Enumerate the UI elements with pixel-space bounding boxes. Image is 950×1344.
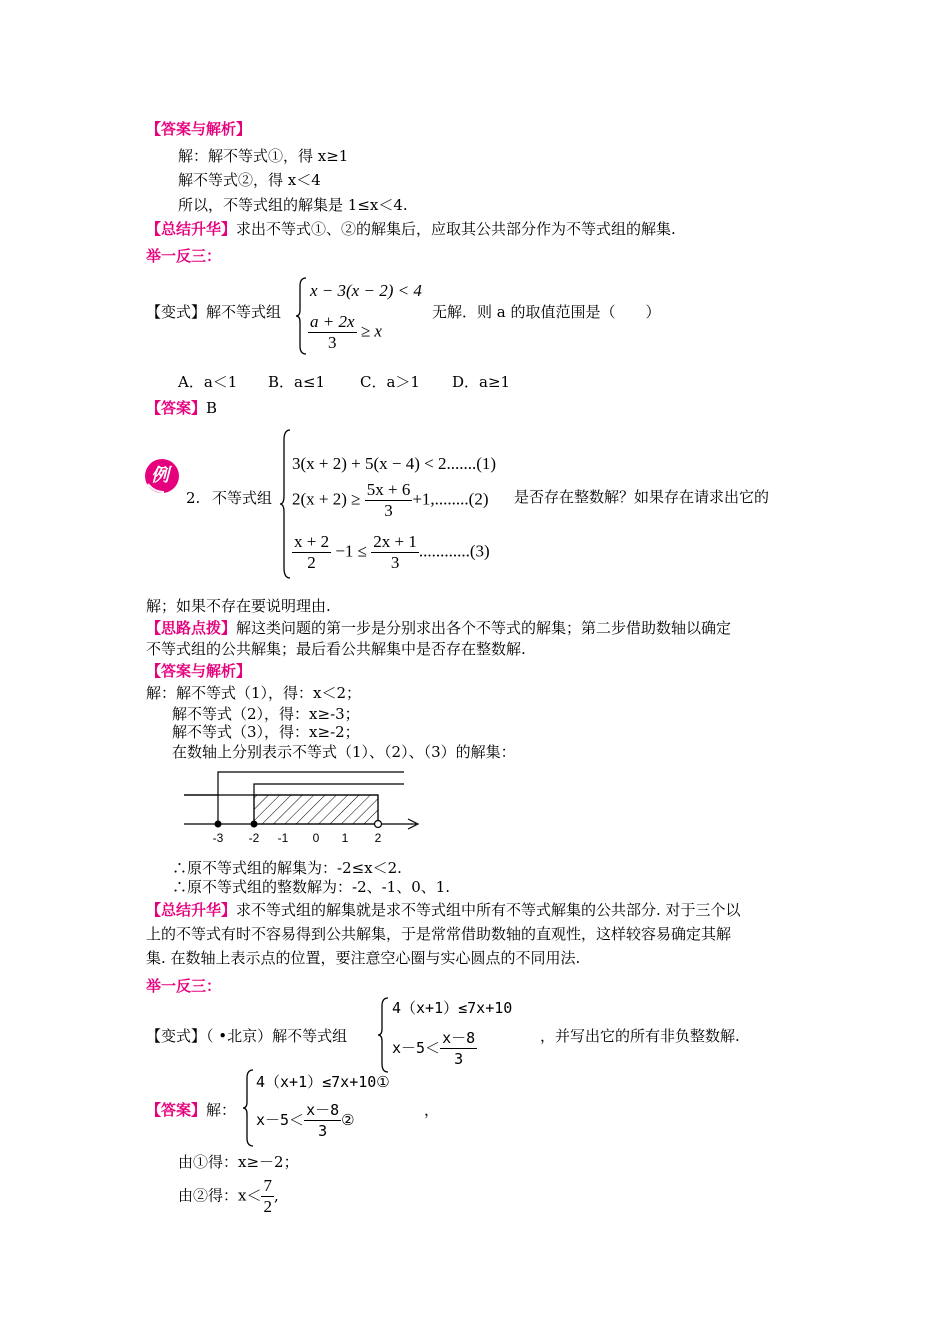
summary-tag: 【总结升华】 [146, 220, 237, 238]
example2-eq1: 3(x + 2) + 5(x − 4) < 2.......(1) [292, 454, 497, 473]
variant2-label [146, 1026, 347, 1046]
ex2-answer-line4: 在数轴上分别表示不等式（1）、（2）、（3）的解集： [172, 743, 516, 761]
brace-variant2 [378, 996, 390, 1074]
tick-label: 0 [312, 831, 320, 845]
example2-eq2-numerator: 5x + 6 [366, 480, 411, 499]
ex2-hint-line2: 不等式组的公共解集；最后看公共解集中是否存在整数解. [146, 640, 526, 658]
point-solid-neg3 [215, 821, 222, 828]
hint-tag: 【思路点拨】 [146, 619, 237, 637]
ex2-summary-line1 [146, 900, 741, 920]
ex2-conclusion1: ∴原不等式组的解集为：-2≤x＜2. [172, 859, 402, 877]
example2-eq2-pre: 2(x + 2) ≥ [292, 489, 361, 509]
example2-question: 是否存在整数解？如果存在请求出它的 [514, 488, 770, 506]
section-variant-heading-2: 举一反三： [146, 977, 222, 995]
brace-example2 [280, 428, 292, 580]
variant2-suffix: ，并写出它的所有非负整数解. [540, 1027, 740, 1045]
answer-tag: 【答案】 [146, 399, 207, 417]
variant1-prefix: 解不等式组 [206, 303, 282, 321]
variant2-answer-eq2-denominator: 3 [318, 1122, 328, 1140]
variant2-answer-label [146, 1100, 236, 1120]
example2-eq2-denominator: 3 [384, 501, 393, 520]
variant2-step2-pre: 由②得：x＜ [178, 1186, 262, 1205]
common-solution-region [254, 795, 378, 824]
ex2-answer-line2: 解不等式（2），得：x≥-3； [172, 705, 360, 723]
ex1-summary [146, 219, 676, 239]
point-hollow-2 [375, 821, 382, 828]
tick-label: 2 [374, 831, 382, 845]
variant1-answer-value: B [206, 399, 218, 417]
tick-label: 1 [341, 831, 349, 845]
variant2-answer-comma: ， [424, 1101, 440, 1119]
ex2-summary-line2: 上的不等式有时不容易得到公共解集，于是常常借助数轴的直观性，这样较容易确定其解 [146, 925, 732, 943]
variant2-answer-eq1: 4（x+1）≤7x+10① [256, 1073, 390, 1091]
example2-eq3-denominator2: 3 [390, 553, 400, 572]
variant1-eq1: x − 3(x − 2) < 4 [310, 281, 422, 300]
variant2-answer-eq2 [256, 1100, 355, 1141]
number-line-diagram [180, 770, 430, 850]
ex2-conclusion2: ∴原不等式组的整数解为：-2、-1、0、1. [172, 878, 451, 896]
example2-eq3-mid: −1 ≤ [335, 541, 368, 561]
summary-text: 求出不等式①、②的解集后，应取其公共部分作为不等式组的解集. [236, 220, 676, 238]
variant1-eq2-numerator: a + 2x [310, 312, 355, 331]
ex2-hint-line1 [146, 618, 731, 638]
tick-label: -3 [212, 831, 224, 845]
variant2-eq2 [392, 1028, 477, 1069]
ex2-answer-line1: 解：解不等式（1），得：x＜2； [146, 684, 362, 702]
hint-text1: 解这类问题的第一步是分别求出各个不等式的解集；第二步借助数轴以确定 [236, 619, 732, 637]
variant2-step2-denominator: 2 [263, 1197, 272, 1216]
variant2-step1: 由①得：x≥－2； [178, 1153, 299, 1171]
variant2-eq2-pre: x－5＜ [392, 1039, 441, 1057]
variant1-eq2-denominator: 3 [328, 333, 337, 352]
example2-eq2-post: +1,........(2) [412, 489, 489, 509]
example2-eq3-numerator1: x + 2 [294, 532, 330, 551]
example-badge-label: 例 [151, 465, 169, 486]
example2-prefix: 不等式组 [212, 489, 273, 507]
variant-tag: 【变式】 [146, 303, 207, 321]
summary2-text1: 求不等式组的解集就是求不等式组中所有不等式解集的公共部分. 对于三个以 [236, 901, 741, 919]
point-solid-neg2 [251, 821, 258, 828]
option-d: D．a≥1 [452, 373, 511, 391]
ex2-answer-line3: 解不等式（3），得：x≥-2； [172, 723, 360, 741]
answer-analysis-tag: 【答案与解析】 [146, 120, 252, 138]
variant2-eq2-numerator: x－8 [442, 1029, 476, 1047]
ex1-answer-line3: 所以，不等式组的解集是 1≤x＜4. [178, 196, 408, 214]
tick-label: -2 [248, 831, 260, 845]
summary-tag-2: 【总结升华】 [146, 901, 237, 919]
option-b: B．a≤1 [268, 373, 326, 391]
section-variant-heading: 举一反三： [146, 247, 222, 265]
tick-label: -1 [277, 831, 289, 845]
variant2-answer-text: 解： [206, 1101, 237, 1119]
example2-eq3-numerator2: 2x + 1 [373, 532, 417, 551]
variant1-eq2-rest: ≥ x [360, 321, 382, 341]
example2-number: 2. [186, 489, 201, 507]
ex1-answer-line1: 解：解不等式①，得 x≥1 [178, 147, 349, 165]
variant2-step2-post: , [273, 1186, 279, 1205]
example2-eq3 [292, 532, 490, 573]
example2-eq3-post: ............(3) [418, 541, 490, 561]
example2-eq2 [292, 480, 489, 521]
brace-variant2-answer [243, 1068, 255, 1148]
variant2-eq1: 4（x+1）≤7x+10 [392, 999, 513, 1017]
example-badge [144, 458, 180, 494]
variant2-eq2-denominator: 3 [454, 1050, 464, 1068]
brace-variant1 [296, 276, 308, 356]
variant2-answer-eq2-pre: x－5＜ [256, 1111, 305, 1129]
answer-tag-2: 【答案】 [146, 1101, 207, 1119]
option-c: C．a＞1 [360, 373, 420, 391]
ex2-summary-line3: 集. 在数轴上表示点的位置，要注意空心圈与实心圆点的不同用法. [146, 949, 581, 967]
variant1-label [146, 302, 281, 322]
example2-question-cont: 解；如果不存在要说明理由. [146, 597, 331, 615]
variant2-step2-numerator: 7 [263, 1176, 272, 1195]
variant-tag-2: 【变式】 [146, 1027, 207, 1045]
variant1-eq2 [308, 312, 382, 353]
variant2-prefix: （ •北京）解不等式组 [206, 1027, 348, 1045]
ex1-answer-line2: 解不等式②，得 x＜4 [178, 171, 321, 189]
variant2-answer-eq2-numerator: x－8 [306, 1101, 340, 1119]
variant2-step2 [178, 1176, 279, 1217]
example2-eq3-denominator1: 2 [307, 553, 316, 572]
variant1-suffix: 无解．则 a 的取值范围是（ ） [432, 303, 661, 321]
variant1-answer [146, 398, 217, 418]
option-a: A．a＜1 [178, 373, 238, 391]
variant2-answer-eq2-mark: ② [341, 1111, 355, 1129]
answer-analysis-tag-2: 【答案与解析】 [146, 662, 252, 680]
